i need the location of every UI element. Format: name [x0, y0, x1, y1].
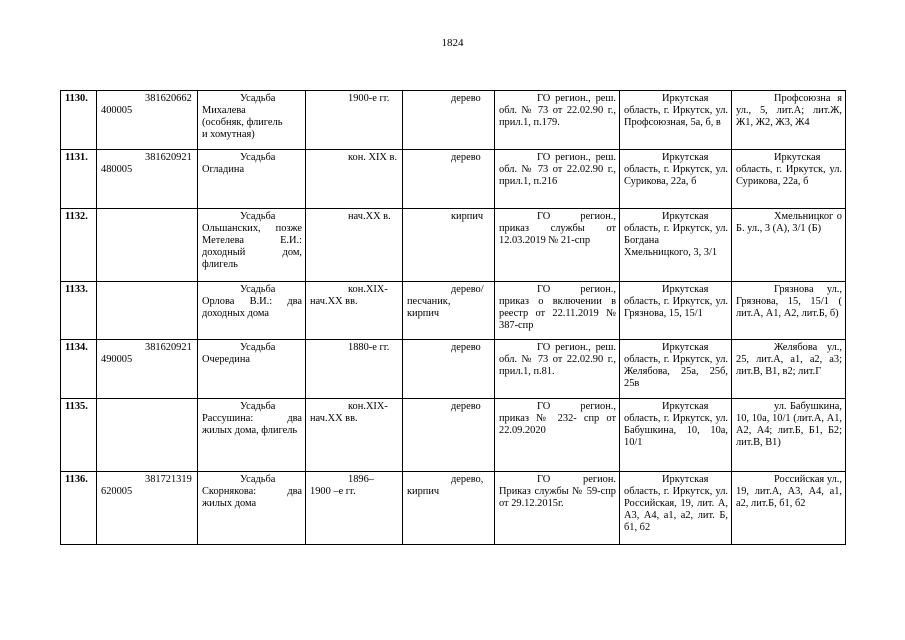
object-number-cell: 1130.	[61, 91, 97, 150]
table-row	[61, 399, 846, 472]
object-number-cell: 1133.	[61, 282, 97, 340]
table-row	[61, 472, 846, 545]
object-address-cell: Иркутская область, г. Иркутск, ул. Профсоюзная, 5а, б, в	[620, 91, 732, 150]
registry-code-cell	[97, 282, 198, 340]
object-date-cell: 1900-е гг.	[306, 91, 403, 150]
protection-document-cell: ГО регион., приказ о включении в реестр от 22.11.2019 № 387-спр	[495, 282, 620, 340]
protection-document-cell: ГО регион., реш. обл. № 73 от 22.02.90 г., прил.1, п.216	[495, 150, 620, 209]
object-date-cell: кон. XIX в.	[306, 150, 403, 209]
object-number-cell: 1136.	[61, 472, 97, 545]
object-name-cell: Усадьба Очередина	[198, 340, 306, 399]
table-row	[61, 282, 846, 340]
object-name-cell: Усадьба Огладина	[198, 150, 306, 209]
object-location-cell: ул. Бабушкина, 10, 10а, 10/1 (лит.А, А1, А2, А4; лит.Б, Б1, Б2; лит.В, В1)	[732, 399, 846, 472]
registry-code-cell	[97, 399, 198, 472]
heritage-registry-table	[60, 90, 846, 545]
table-row	[61, 150, 846, 209]
registry-code-cell: 381620662 400005	[97, 91, 198, 150]
table-row	[61, 91, 846, 150]
object-address-cell: Иркутская область, г. Иркутск, ул. Бабушкина, 10, 10а, 10/1	[620, 399, 732, 472]
object-date-cell: кон.XIX- нач.XX вв.	[306, 282, 403, 340]
protection-document-cell: ГО регион., приказ службы от 12.03.2019 № 21-спр	[495, 209, 620, 282]
object-address-cell: Иркутская область, г. Иркутск, ул. Желябова, 25а, 25б, 25в	[620, 340, 732, 399]
object-name-cell: Усадьба Орлова В.И.: два доходных дома	[198, 282, 306, 340]
object-number-cell: 1134.	[61, 340, 97, 399]
object-name-cell: Усадьба Скорнякова: два жилых дома	[198, 472, 306, 545]
protection-document-cell: ГО регион., реш. обл. № 73 от 22.02.90 г., прил.1, п.179.	[495, 91, 620, 150]
object-address-cell: Иркутская область, г. Иркутск, ул. Грязнова, 15, 15/1	[620, 282, 732, 340]
object-date-cell: нач.XX в.	[306, 209, 403, 282]
object-material-cell: дерево, кирпич	[403, 472, 495, 545]
object-number-cell: 1135.	[61, 399, 97, 472]
object-number-cell: 1131.	[61, 150, 97, 209]
object-date-cell: 1880-е гг.	[306, 340, 403, 399]
registry-code-cell: 381620921 480005	[97, 150, 198, 209]
object-number-cell: 1132.	[61, 209, 97, 282]
object-material-cell: дерево/ песчаник, кирпич	[403, 282, 495, 340]
protection-document-cell: ГО регион., приказ № 232- спр от 22.09.2020	[495, 399, 620, 472]
protection-document-cell: ГО регион. Приказ службы № 59-спр от 29.12.2015г.	[495, 472, 620, 545]
object-name-cell: Усадьба Рассушина: два жилых дома, флигель	[198, 399, 306, 472]
registry-code-cell: 381721319 620005	[97, 472, 198, 545]
object-date-cell: 1896– 1900 –е гг.	[306, 472, 403, 545]
registry-code-cell: 381620921 490005	[97, 340, 198, 399]
registry-body	[61, 91, 846, 545]
protection-document-cell: ГО регион., реш. обл. № 73 от 22.02.90 г., прил.1, п.81.	[495, 340, 620, 399]
object-material-cell: дерево	[403, 340, 495, 399]
object-location-cell: Профсоюзна я ул., 5, лит.А; лит.Ж, Ж1, Ж2, Ж3, Ж4	[732, 91, 846, 150]
object-location-cell: Желябова ул., 25, лит.А, а1, а2, а3; лит.В, В1, в2; лит.Г	[732, 340, 846, 399]
object-material-cell: дерево	[403, 91, 495, 150]
object-date-cell: кон.XIX- нач.XX вв.	[306, 399, 403, 472]
object-address-cell: Иркутская область, г. Иркутск, ул. Сурикова, 22а, б	[620, 150, 732, 209]
object-address-cell: Иркутская область, г. Иркутск, ул. Российская, 19, лит. А, А3, А4, а1, а2, лит. Б, б1, б2	[620, 472, 732, 545]
object-location-cell: Грязнова ул., Грязнова, 15, 15/1 ( лит.А, А1, А2, лит.Б, б)	[732, 282, 846, 340]
registry-code-cell	[97, 209, 198, 282]
object-material-cell: кирпич	[403, 209, 495, 282]
object-material-cell: дерево	[403, 399, 495, 472]
table-row	[61, 209, 846, 282]
object-location-cell: Российская ул., 19, лит.А, А3, А4, а1, а2, лит.Б, б1, б2	[732, 472, 846, 545]
object-name-cell: Усадьба Михалева (особняк, флигель и хомутная)	[198, 91, 306, 150]
object-location-cell: Хмельницког о Б. ул., 3 (А), 3/1 (Б)	[732, 209, 846, 282]
object-material-cell: дерево	[403, 150, 495, 209]
object-location-cell: Иркутская область, г. Иркутск, ул. Сурикова, 22а, б	[732, 150, 846, 209]
object-name-cell: Усадьба Ольшанских, позже Метелева Е.И.: доходный дом, флигель	[198, 209, 306, 282]
object-address-cell: Иркутская область, г. Иркутск, ул. Богдана Хмельницкого, 3, 3/1	[620, 209, 732, 282]
page-number: 1824	[441, 37, 464, 49]
table-row	[61, 340, 846, 399]
